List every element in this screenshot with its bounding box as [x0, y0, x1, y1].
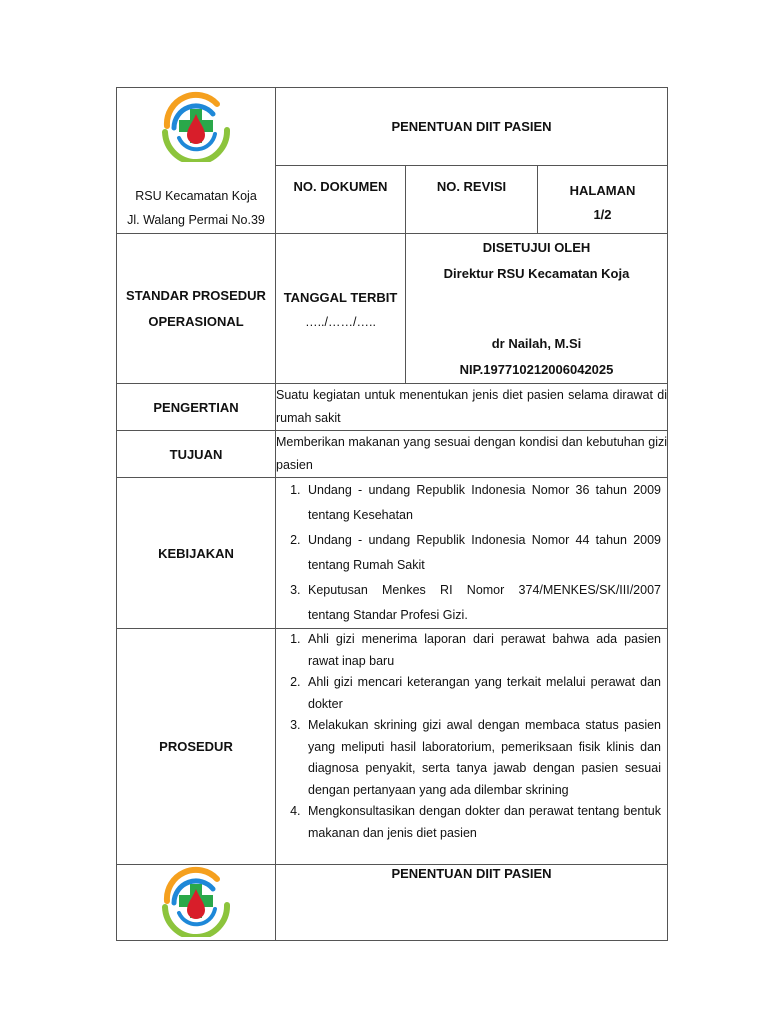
approved-label: DISETUJUI OLEH: [482, 240, 591, 255]
tujuan-text: Memberikan makanan yang sesuai dengan kondisi dan kebutuhan gizi pasien: [276, 431, 668, 478]
prosedur-item: 4. Mengkonsultasikan dengan dokter dan perawat tentang bentuk makanan dan jenis diet pasien: [304, 801, 661, 844]
sop-document: [116, 87, 667, 941]
prosedur-label-cell: [117, 629, 276, 865]
hospital-name: RSU Kecamatan Koja: [135, 189, 257, 203]
sop-table: [116, 87, 668, 941]
footer-logo-cell: [117, 865, 276, 941]
hospital-address: Jl. Walang Permai No.39: [127, 213, 265, 227]
halaman-cell: [538, 166, 668, 234]
pengertian-label-cell: [117, 384, 276, 431]
approved-name: dr Nailah, M.Si: [491, 336, 582, 351]
hospital-identity-cell: [117, 88, 276, 234]
kebijakan-item: 3. Keputusan Menkes RI Nomor 374/MENKES/SK/III/2007 tentang Standar Profesi Gizi.: [304, 578, 661, 628]
tanggal-terbit-label: TANGGAL TERBIT: [283, 289, 398, 305]
tujuan-label: TUJUAN: [169, 446, 223, 462]
prosedur-content: [276, 629, 668, 865]
kebijakan-content: [276, 478, 668, 629]
prosedur-list: [276, 629, 667, 844]
prosedur-item: 2. Ahli gizi mencari keterangan yang terkait melalui perawat dan dokter: [304, 672, 661, 715]
footer-title-cell: [276, 865, 668, 941]
hospital-logo-icon: [157, 865, 235, 937]
sop-title-line1: STANDAR PROSEDUR: [126, 287, 266, 303]
approval-cell: [406, 234, 668, 384]
no-dokumen-label: NO. DOKUMEN: [293, 179, 388, 194]
kebijakan-item: 2. Undang - undang Republik Indonesia Nomor 44 tahun 2009 tentang Rumah Sakit: [304, 528, 661, 578]
tanggal-terbit-cell: [276, 234, 406, 384]
prosedur-label: PROSEDUR: [159, 739, 233, 754]
sop-title-line2: OPERASIONAL: [148, 313, 244, 329]
kebijakan-list: [276, 478, 667, 628]
no-dokumen-cell: [276, 166, 406, 234]
document-title: [276, 88, 668, 166]
halaman-label: HALAMAN: [569, 183, 636, 198]
approved-nip: NIP.197710212006042025: [459, 362, 614, 377]
logo-container: [117, 88, 275, 162]
hospital-logo-icon: [157, 90, 235, 162]
pengertian-text: Suatu kegiatan untuk menentukan jenis diet pasien selama dirawat di rumah sakit: [276, 384, 668, 431]
kebijakan-item: 1. Undang - undang Republik Indonesia Nomor 36 tahun 2009 tentang Kesehatan: [304, 478, 661, 528]
sop-title-cell: [117, 234, 276, 384]
kebijakan-label: KEBIJAKAN: [158, 545, 234, 561]
tanggal-terbit-value: …../……/…..: [305, 314, 376, 329]
approved-role: Direktur RSU Kecamatan Koja: [443, 266, 630, 281]
document-title-text: PENENTUAN DIIT PASIEN: [391, 119, 552, 134]
tujuan-label-cell: [117, 431, 276, 478]
footer-title: PENENTUAN DIIT PASIEN: [391, 866, 552, 881]
kebijakan-label-cell: [117, 478, 276, 629]
pengertian-label: PENGERTIAN: [153, 399, 239, 415]
prosedur-item: 1. Ahli gizi menerima laporan dari perawat bahwa ada pasien rawat inap baru: [304, 629, 661, 672]
no-revisi-label: NO. REVISI: [436, 179, 507, 194]
no-revisi-cell: [406, 166, 538, 234]
halaman-value: 1/2: [593, 207, 612, 222]
prosedur-item: 3. Melakukan skrining gizi awal dengan membaca status pasien yang meliputi hasil laboratorium, pemeriksaan fisik klinis dan diagnosa penyakit, serta tanya jawab dengan pasien sesuai dengan pertanyaan yang ada dilembar skrining: [304, 715, 661, 801]
